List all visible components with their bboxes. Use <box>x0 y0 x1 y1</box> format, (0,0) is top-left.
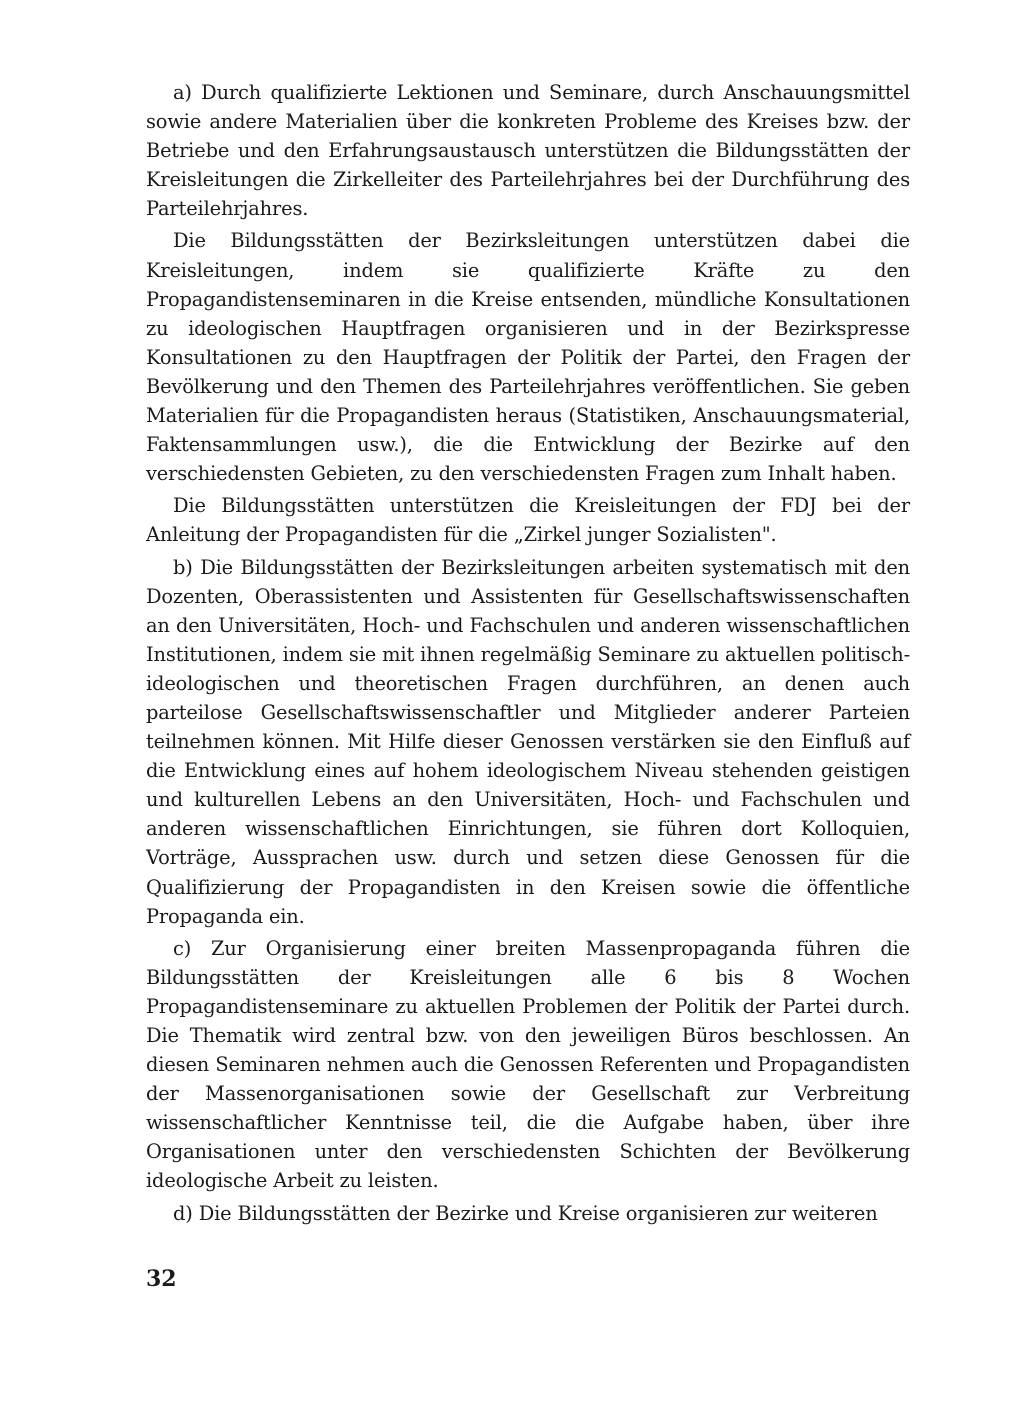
paragraph-d: d) Die Bildungsstätten der Bezirke und Kreise organisieren zur weiteren <box>173 1201 878 1225</box>
paragraph-b: b) Die Bildungsstätten der Bezirksleitungen arbeiten systematisch mit den Dozenten, Oberassistenten und Assistenten für Gesellschaftswissenschaften an den Universitäten, Hoch- und Fachschulen und anderen wissenschaftlichen Institutionen, indem sie mit ihnen regelmäßig Seminare zu aktuellen politisch-ideologischen und theoretischen Fragen durchführen, an denen auch parteilose Gesellschaftswissenschaftler und Mitglieder anderer Parteien teilnehmen können. Mit Hilfe dieser Genossen verstärken sie den Einfluß auf die Entwicklung eines auf hohem ideologischem Niveau stehenden geistigen und kulturellen Lebens an den Universitäten, Hoch- und Fachschulen und anderen wissenschaftlichen Einrichtungen, sie führen dort Kolloquien, Vorträge, Aussprachen usw. durch und setzen diese Genossen für die Qualifizierung der Propagandisten in den Kreisen sowie die öffentliche Propaganda ein. <box>146 555 910 928</box>
paragraph-bezirksleitungen: Die Bildungsstätten der Bezirksleitungen unterstützen dabei die Kreisleitungen, indem sie qualifizierte Kräfte zu den Propagandistenseminaren in die Kreise entsenden, mündliche Konsultationen zu ideologischen Hauptfragen organisieren und in der Bezirkspresse Konsultationen zu den Hauptfragen der Politik der Partei, den Fragen der Bevölkerung und den Themen des Parteilehrjahres veröffentlichen. Sie geben Materialien für die Propagandisten heraus (Statistiken, Anschauungsmaterial, Faktensammlungen usw.), die die Entwicklung der Bezirke auf den verschiedensten Gebieten, zu den verschiedensten Fragen zum Inhalt haben. <box>146 229 910 486</box>
paragraph-a: a) Durch qualifizierte Lektionen und Seminare, durch Anschauungsmittel sowie andere Materialien über die konkreten Probleme des Kreises bzw. der Betriebe und den Erfahrungsaustausch unterstützen die Bildungsstätten der Kreisleitungen die Zirkelleiter des Parteilehrjahres bei der Durchführung des Parteilehrjahres. <box>146 81 910 221</box>
paragraph-fdj: Die Bildungsstätten unterstützen die Kreisleitungen der FDJ bei der Anleitung der Propagandisten für die „Zirkel junger Sozialisten". <box>146 494 910 547</box>
paragraph-c: c) Zur Organisierung einer breiten Massenpropaganda führen die Bildungsstätten der Kreisleitungen alle 6 bis 8 Wochen Propagandistenseminare zu aktuellen Problemen der Politik der Partei durch. Die Thematik wird zentral bzw. von den jeweiligen Büros beschlossen. An diesen Seminaren nehmen auch die Genossen Referenten und Propagandisten der Massenorganisationen sowie der Gesellschaft zur Verbreitung wissenschaftlicher Kenntnisse teil, die die Aufgabe haben, über ihre Organisationen unter den verschiedensten Schichten der Bevölkerung ideologische Arbeit zu leisten. <box>146 936 910 1193</box>
page-number: 32 <box>146 1266 177 1292</box>
body-text <box>146 78 910 1231</box>
